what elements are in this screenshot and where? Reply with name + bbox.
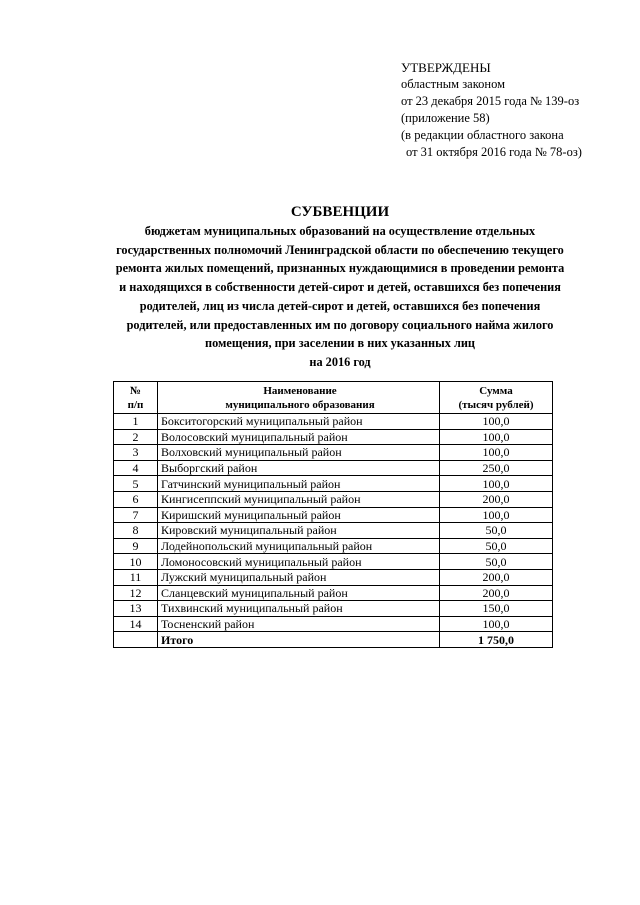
total-row xyxy=(114,632,553,648)
row-municipality: Лодейнопольский муниципальный район xyxy=(158,538,440,554)
row-municipality: Волховский муниципальный район xyxy=(158,445,440,461)
table-row xyxy=(114,569,553,585)
row-municipality: Волосовский муниципальный район xyxy=(158,429,440,445)
heading-line: родителей, лиц из числа детей-сирот и детей, оставшихся без попечения xyxy=(139,298,541,313)
table-row xyxy=(114,523,553,539)
row-sum: 100,0 xyxy=(440,476,553,492)
table-row xyxy=(114,429,553,445)
row-sum: 200,0 xyxy=(440,491,553,507)
table-row xyxy=(114,476,553,492)
table-row xyxy=(114,616,553,632)
table-header-row xyxy=(114,382,553,414)
approval-line: областным законом xyxy=(401,77,506,91)
row-sum: 100,0 xyxy=(440,507,553,523)
row-sum: 150,0 xyxy=(440,601,553,617)
row-municipality: Киришский муниципальный район xyxy=(158,507,440,523)
approval-line: от 31 октября 2016 года № 78-оз) xyxy=(406,145,582,159)
row-sum: 250,0 xyxy=(440,460,553,476)
approval-line: (приложение 58) xyxy=(401,111,490,125)
row-sum: 50,0 xyxy=(440,523,553,539)
heading-line: помещения, при заселении в них указанных лиц xyxy=(204,336,476,351)
row-municipality: Кировский муниципальный район xyxy=(158,523,440,539)
table-row xyxy=(114,554,553,570)
heading-line: родителей, или предоставленных им по договору социального найма жилого xyxy=(126,317,554,332)
approval-block xyxy=(401,59,631,161)
heading-line: ремонта жилых помещений, признанных нуждающимися в проведении ремонта xyxy=(115,261,565,276)
row-sum: 200,0 xyxy=(440,585,553,601)
row-number: 9 xyxy=(114,538,158,554)
approval-line: (в редакции областного закона xyxy=(401,128,564,142)
subvention-table xyxy=(113,381,553,648)
row-number: 7 xyxy=(114,507,158,523)
table-row xyxy=(114,414,553,430)
heading-line: и находящихся в собственности детей-сирот и детей, оставшихся без попечения xyxy=(119,280,561,295)
heading-year: на 2016 год xyxy=(309,354,371,369)
row-municipality: Тихвинский муниципальный район xyxy=(158,601,440,617)
row-municipality: Гатчинский муниципальный район xyxy=(158,476,440,492)
heading-line: бюджетам муниципальных образований на осуществление отдельных xyxy=(144,224,536,238)
row-number: 1 xyxy=(114,414,158,430)
row-sum: 100,0 xyxy=(440,616,553,632)
table-row xyxy=(114,538,553,554)
table-row xyxy=(114,491,553,507)
table-row xyxy=(114,460,553,476)
total-sum: 1 750,0 xyxy=(440,632,553,648)
header-municipality: Наименование муниципального образования xyxy=(158,382,440,414)
header-sum: Сумма (тысяч рублей) xyxy=(440,382,553,414)
heading-line: государственных полномочий Ленинградской области по обеспечению текущего xyxy=(116,242,564,257)
row-municipality: Бокситогорский муниципальный район xyxy=(158,414,440,430)
row-number: 6 xyxy=(114,491,158,507)
approval-title: УТВЕРЖДЕНЫ xyxy=(401,60,491,75)
document-title: СУБВЕНЦИИ xyxy=(290,204,390,220)
row-number: 10 xyxy=(114,554,158,570)
row-number: 8 xyxy=(114,523,158,539)
approval-line: от 23 декабря 2015 года № 139-оз xyxy=(401,94,580,108)
row-municipality: Тосненский район xyxy=(158,616,440,632)
row-number: 3 xyxy=(114,445,158,461)
row-municipality: Лужский муниципальный район xyxy=(158,569,440,585)
header-number: № п/п xyxy=(114,382,158,414)
document-heading xyxy=(80,202,600,372)
row-number: 4 xyxy=(114,460,158,476)
row-number: 11 xyxy=(114,569,158,585)
row-sum: 100,0 xyxy=(440,429,553,445)
row-municipality: Кингисеппский муниципальный район xyxy=(158,491,440,507)
table-body xyxy=(114,414,553,632)
total-label: Итого xyxy=(158,632,440,648)
row-number: 5 xyxy=(114,476,158,492)
row-municipality: Выборгский район xyxy=(158,460,440,476)
row-sum: 100,0 xyxy=(440,414,553,430)
row-municipality: Сланцевский муниципальный район xyxy=(158,585,440,601)
row-sum: 100,0 xyxy=(440,445,553,461)
table-row xyxy=(114,445,553,461)
table-row xyxy=(114,507,553,523)
row-municipality: Ломоносовский муниципальный район xyxy=(158,554,440,570)
row-number: 13 xyxy=(114,601,158,617)
row-sum: 50,0 xyxy=(440,554,553,570)
total-number-cell xyxy=(114,632,158,648)
row-number: 2 xyxy=(114,429,158,445)
row-sum: 50,0 xyxy=(440,538,553,554)
table-row xyxy=(114,601,553,617)
row-number: 14 xyxy=(114,616,158,632)
table-row xyxy=(114,585,553,601)
row-sum: 200,0 xyxy=(440,569,553,585)
row-number: 12 xyxy=(114,585,158,601)
